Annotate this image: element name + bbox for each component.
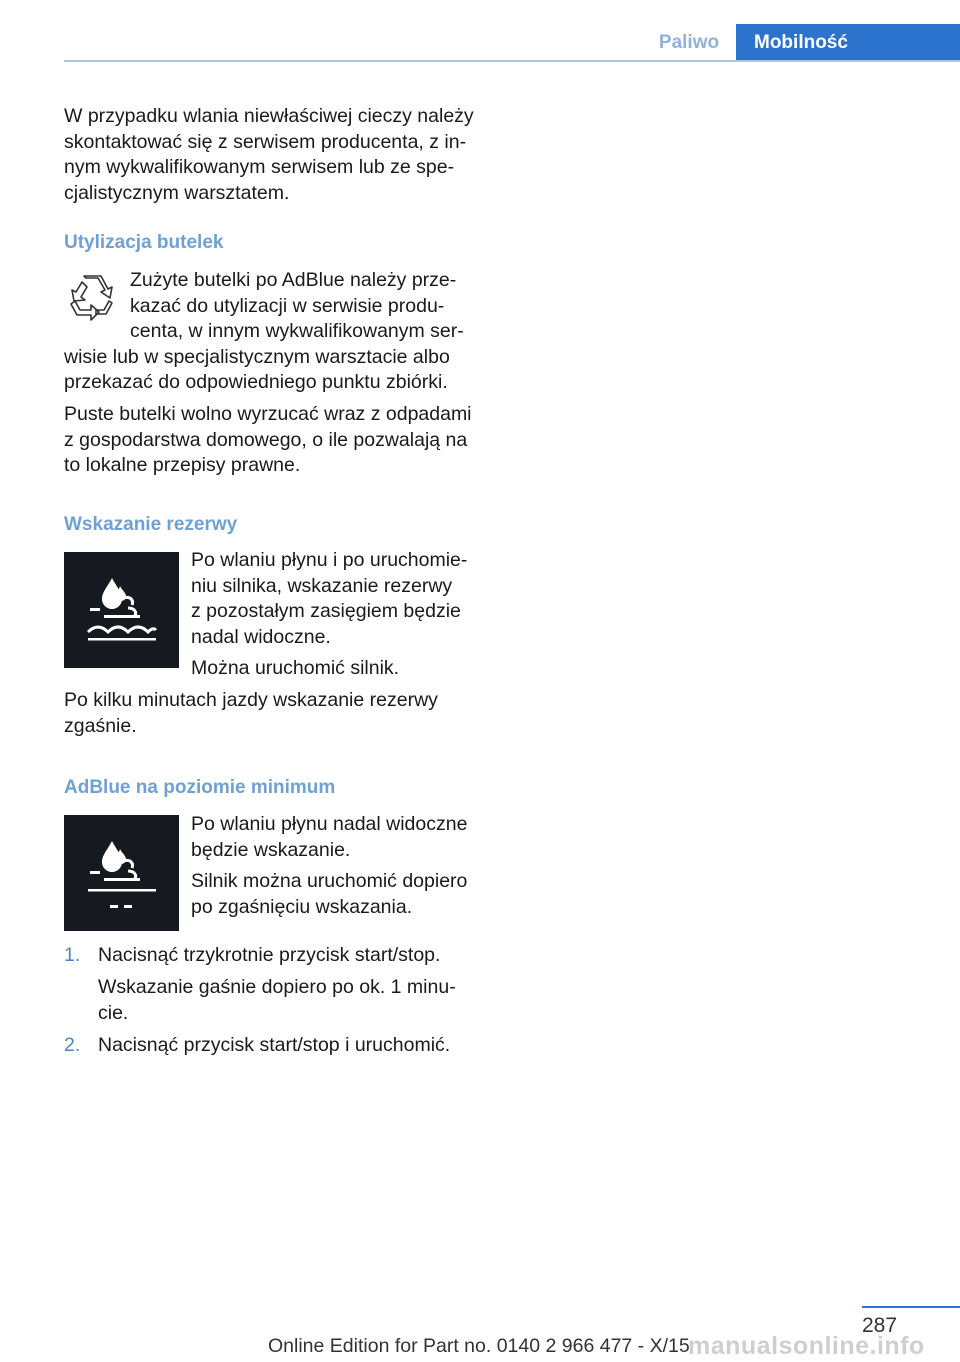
- intro-line-3: nym wykwalifikowanym serwisem lub ze spe‐: [64, 156, 455, 178]
- minimum-side-line-3: Silnik można uruchomić dopiero: [191, 870, 468, 892]
- disposal-side-line-2: kazać do utylizacji w serwisie produ‐: [130, 294, 445, 317]
- disposal-side-line-1: Zużyte butelki po AdBlue należy prze‐: [130, 269, 457, 291]
- reserve-side-line-5: Można uruchomić silnik.: [191, 657, 400, 679]
- step-2-number: 2.: [64, 1034, 81, 1056]
- watermark: manualsonline.info: [688, 1332, 925, 1360]
- reserve-side-line-2: niu silnika, wskazanie rezerwy: [191, 574, 453, 597]
- step-1-sub-line-2: cie.: [98, 1001, 129, 1024]
- intro-line-1: W przypadku wlania niewłaściwej cieczy należy: [64, 105, 474, 127]
- minimum-side-line-4: po zgaśnięciu wskazania.: [191, 895, 413, 918]
- step-2-text: Nacisnąć przycisk start/stop i uruchomić.: [98, 1034, 451, 1056]
- minimum-side-line-1: Po wlaniu płynu nadal widoczne: [191, 813, 468, 835]
- reserve-side-line-4: nadal widoczne.: [191, 625, 331, 648]
- step-1-text: Nacisnąć trzykrotnie przycisk start/stop.: [98, 944, 441, 966]
- adblue-minimum-icon: [64, 815, 179, 931]
- minimum-side-line-2: będzie wskazanie.: [191, 838, 351, 861]
- disposal-para2-line-3: to lokalne przepisy prawne.: [64, 454, 301, 476]
- page-number: 287: [862, 1314, 898, 1337]
- reserve-side-line-1: Po wlaniu płynu i po uruchomie‐: [191, 549, 468, 571]
- step-1-sub-line-1: Wskazanie gaśnie dopiero po ok. 1 minu‐: [98, 976, 456, 998]
- disposal-full-line-1: wisie lub w specjalistycznym warsztacie albo: [64, 345, 450, 368]
- reserve-full-line-2: zgaśnie.: [64, 714, 137, 737]
- disposal-heading: Utylizacja butelek: [64, 232, 224, 253]
- intro-line-4: cjalistycznym warsztatem.: [64, 181, 290, 204]
- edition-text: Online Edition for Part no. 0140 2 966 477 - X/15: [268, 1335, 690, 1357]
- disposal-full-line-2: przekazać do odpowiedniego punktu zbiórki.: [64, 371, 448, 393]
- footer-rule: [862, 1306, 960, 1308]
- disposal-para2-line-2: z gospodarstwa domowego, o ile pozwalają na: [64, 428, 468, 451]
- header-rule: [64, 60, 960, 62]
- step-1-number: 1.: [64, 944, 81, 966]
- reserve-side-line-3: z pozostałym zasięgiem będzie: [191, 600, 461, 622]
- reserve-heading: Wskazanie rezerwy: [64, 514, 238, 535]
- recycle-icon: [64, 270, 120, 326]
- adblue-reserve-icon: [64, 552, 179, 668]
- reserve-full-line-1: Po kilku minutach jazdy wskazanie rezerwy: [64, 689, 438, 711]
- minimum-heading: AdBlue na poziomie minimum: [64, 777, 336, 798]
- disposal-side-line-3: centa, w innym wykwalifikowanym ser‐: [130, 320, 464, 342]
- disposal-para2-line-1: Puste butelki wolno wyrzucać wraz z odpadami: [64, 403, 472, 425]
- header-section-tab: Paliwo: [658, 32, 720, 53]
- intro-line-2: skontaktować się z serwisem producenta, z in‐: [64, 130, 467, 153]
- header-chapter-tab: Mobilność: [736, 24, 960, 61]
